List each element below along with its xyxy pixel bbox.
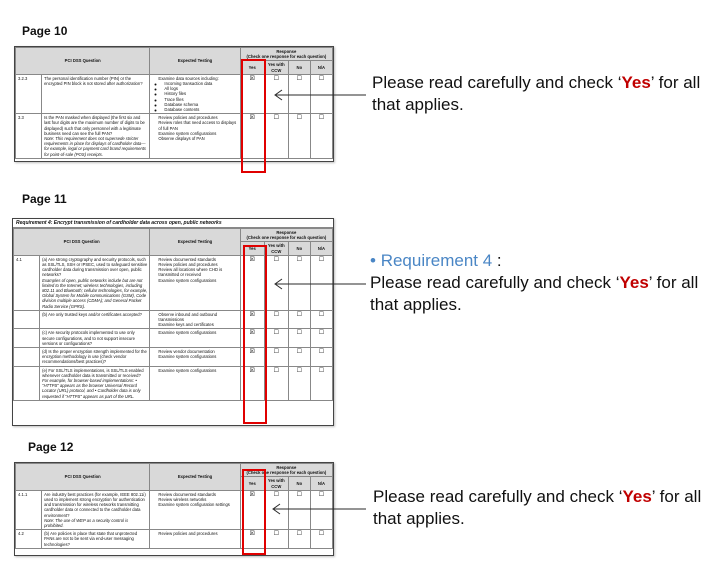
yes-checkbox[interactable]: ☒ [240,366,264,400]
arrow-left-icon [266,502,368,516]
yes-checkbox[interactable]: ☒ [240,348,264,367]
yes-checkbox[interactable]: ☒ [240,530,264,549]
yes-checkbox[interactable]: ☒ [240,114,264,159]
ccw-checkbox[interactable]: ☐ [264,348,288,367]
col-header-question: PCI DSS Question [16,48,150,75]
yes-checkbox[interactable]: ☒ [240,310,264,329]
req-number [14,310,40,329]
page-10-excerpt [14,46,334,162]
req-number: 4.2 [16,530,42,549]
col-header-no: No [288,242,310,255]
no-checkbox[interactable]: ☐ [288,530,310,549]
table-row [14,310,333,329]
page-11-excerpt [12,218,334,426]
table-row [14,329,333,348]
expected-testing: • Review documented standards • Review policies and procedures • Review all locations where CHD is transmitted or received • Examine system configurations [150,255,240,310]
table-row [16,530,333,549]
col-header-testing: Expected Testing [150,464,240,491]
yes-checkbox[interactable]: ☒ [240,490,264,529]
col-header-yes: Yes [240,61,264,74]
requirement-4-label: Requirement 4 [380,251,493,270]
question-text: Are industry best practices (for example, IEEE 802.11i) used to implement strong encryption for authentication and transmission for wireless networks transmitting cardholder data or connected to the cardholder data environment? Note: The use of WEP as a security control is prohibited. [42,490,150,529]
na-checkbox[interactable]: ☐ [310,530,332,549]
expected-testing: • Examine system configurations [150,366,240,400]
req-number: 4.1.1 [16,490,42,529]
no-checkbox[interactable]: ☐ [288,74,310,113]
ccw-checkbox[interactable]: ☐ [264,366,288,400]
question-text: (b) Are only trusted keys and/or certificates accepted? [40,310,150,329]
page-label-11: Page 11 [22,192,67,206]
col-header-na: N/A [310,61,332,74]
req-number [14,348,40,367]
question-text: The personal identification number (PIN) or the encrypted PIN block is not stored after authorization? [42,74,150,113]
yes-emphasis: Yes [622,487,652,506]
col-header-question: PCI DSS Question [14,229,150,256]
expected-testing: • Review policies and procedures • Review roles that need access to displays of full PAN • Examine system configurations • Observe displays of PAN [150,114,240,159]
ccw-checkbox[interactable]: ☐ [264,114,288,159]
na-checkbox[interactable]: ☐ [310,348,332,367]
yes-column-highlight [242,469,266,555]
col-header-yes: Yes [240,242,264,255]
req-number: 4.1 [14,255,40,310]
question-text: (d) Is the proper encryption strength implemented for the encryption methodology in use (check vendor recommendations/best practices)? [40,348,150,367]
ccw-checkbox[interactable]: ☐ [264,310,288,329]
req-number: 3.2.3 [16,74,42,113]
col-header-ccw: Yes with CCW [264,477,288,490]
requirement-heading: Requirement 4: Encrypt transmission of cardholder data across open, public networks [13,219,333,228]
pci-table-page-11 [13,228,333,401]
col-header-no: No [288,477,310,490]
question-text: Is the PAN masked when displayed (the first six and last four digits are the maximum number of digits to be displayed) such that only personnel with a legitimate business need can see the full PAN? Note: This requirement does not supersede stricter requirements in place for displays of cardholder data—for example, legal or payment card brand requirements for point-of-sale (POS) receipts. [42,114,150,159]
col-header-ccw: Yes with CCW [264,242,288,255]
expected-testing: • Review documented standards • Review wireless networks • Examine system configuration settings [150,490,240,529]
callout-page-11: • Requirement 4 : Please read carefully and check ‘Yes’ for all that applies. [370,251,699,314]
ccw-checkbox[interactable]: ☐ [264,490,288,529]
expected-testing: • Observe inbound and outbound transmissions • Examine keys and certificates [150,310,240,329]
ccw-checkbox[interactable]: ☐ [264,530,288,549]
callout-page-10: Please read carefully and check ‘Yes’ for all that applies. [372,73,701,114]
table-row [14,348,333,367]
req-number [14,366,40,400]
yes-checkbox[interactable]: ☒ [240,74,264,113]
callout-page-12: Please read carefully and check ‘Yes’ for all that applies. [373,487,702,528]
yes-checkbox[interactable]: ☒ [240,329,264,348]
table-row [16,114,333,159]
col-header-yes: Yes [240,477,264,490]
expected-testing: • Review policies and procedures [150,530,240,549]
col-header-response: Response (Check one response for each question) [240,48,332,61]
arrow-left-icon [268,88,368,102]
no-checkbox[interactable]: ☐ [288,348,310,367]
arrow-left-icon [268,277,368,291]
col-header-response: Response (Check one response for each question) [240,464,332,477]
no-checkbox[interactable]: ☐ [288,329,310,348]
col-header-no: No [288,61,310,74]
question-text: (a) Are strong cryptography and security protocols, such as SSL/TLS, SSH or IPSEC, used to safeguard sensitive cardholder data during transmission over open, public networks? Examples of open, public networks include but are not limited to the Internet; wireless technologies, including 802.11 and Bluetooth; cellular technologies, for example, Global System for Mobile communications (GSM), Code division multiple access (CDMA); and General Packet Radio Service (GPRS). [40,255,150,310]
ccw-checkbox[interactable]: ☐ [264,329,288,348]
na-checkbox[interactable]: ☐ [310,490,332,529]
col-header-question: PCI DSS Question [16,464,150,491]
col-header-testing: Expected Testing [150,229,240,256]
req-number [14,329,40,348]
col-header-na: N/A [310,477,332,490]
expected-testing: • Review vendor documentation • Examine system configurations [150,348,240,367]
question-text: (e) For SSL/TLS implementations, is SSL/TLS enabled whenever cardholder data is transmitted or received? For example, for browser-based implementations: • "HTTPS" appears as the browser Universal Record Locator (URL) protocol, and • Cardholder data is only requested if "HTTPS" appears as part of the URL. [40,366,150,400]
ccw-checkbox[interactable]: ☐ [264,74,288,113]
page-label-12: Page 12 [28,440,74,454]
question-text: (c) Are security protocols implemented to use only secure configurations, and to not support insecure versions or configurations? [40,329,150,348]
question-text: (b) Are policies in place that state that unprotected PANs are not to be sent via end-user messaging technologies? [42,530,150,549]
yes-column-highlight [241,59,266,173]
no-checkbox[interactable]: ☐ [288,366,310,400]
no-checkbox[interactable]: ☐ [288,490,310,529]
col-header-response: Response (Check one response for each question) [240,229,332,242]
no-checkbox[interactable]: ☐ [288,114,310,159]
na-checkbox[interactable]: ☐ [310,329,332,348]
expected-testing: • Examine data sources including: ◦ Incoming transaction data ◦ All logs ◦ History files ◦ Trace files ◦ Database schema ◦ Database contents [150,74,240,113]
col-header-na: N/A [310,242,332,255]
na-checkbox[interactable]: ☐ [310,114,332,159]
na-checkbox[interactable]: ☐ [310,366,332,400]
col-header-ccw: Yes with CCW [264,61,288,74]
na-checkbox[interactable]: ☐ [310,74,332,113]
ccw-checkbox[interactable]: ☐ [264,255,288,310]
yes-checkbox[interactable]: ☒ [240,255,264,310]
yes-emphasis: Yes [619,273,649,292]
yes-emphasis: Yes [621,73,651,92]
page-label-10: Page 10 [22,24,68,38]
expected-testing: • Examine system configurations [150,329,240,348]
na-checkbox[interactable]: ☐ [310,310,332,329]
no-checkbox[interactable]: ☐ [288,310,310,329]
na-checkbox[interactable]: ☐ [310,255,332,310]
no-checkbox[interactable]: ☐ [288,255,310,310]
col-header-testing: Expected Testing [150,48,240,75]
table-row [14,366,333,400]
req-number: 3.3 [16,114,42,159]
pci-table-page-10 [15,47,333,159]
yes-column-highlight [243,245,267,424]
